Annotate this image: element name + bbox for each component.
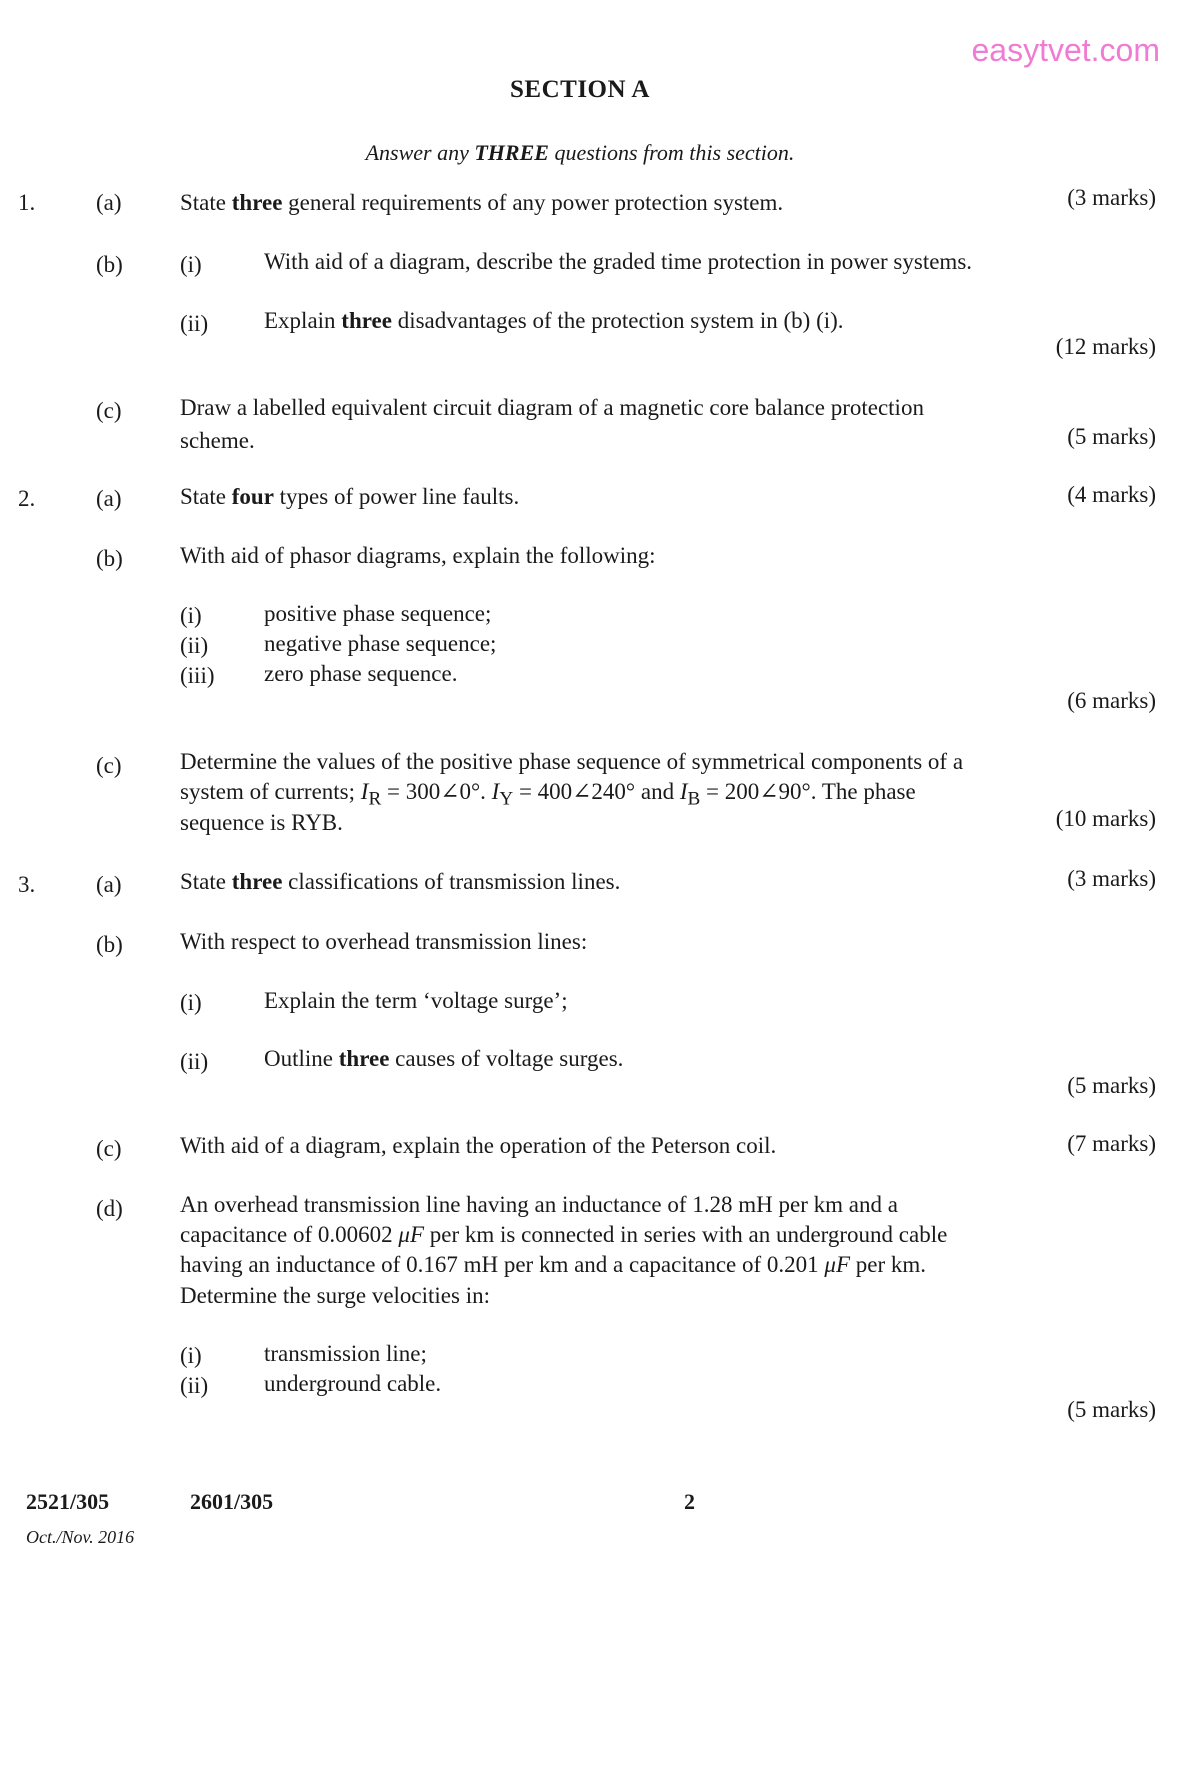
question-text: With aid of a diagram, describe the graded time protection in power systems. [264,249,973,274]
part-label: (c) [96,398,122,423]
question-text: capacitance of 0.00602 μF per km is connected in series with an underground cable [180,1222,948,1247]
marks: (10 marks) [1055,806,1156,831]
part-label: (b) [96,546,123,571]
list-item: positive phase sequence; [264,601,492,626]
list-item: transmission line; [264,1341,427,1366]
marks: (7 marks) [1067,1131,1156,1156]
marks: (5 marks) [1067,1073,1156,1098]
question-text: State three classifications of transmission lines. [180,869,621,894]
question-text: scheme. [180,428,255,453]
paper-code: 2601/305 [190,1489,274,1514]
question-number: 2. [18,486,36,511]
paper-code: 2521/305 [26,1489,110,1514]
section-title: SECTION A [510,76,650,103]
part-label: (a) [96,190,122,215]
question-text: Outline three causes of voltage surges. [264,1046,624,1071]
question-number: 3. [18,872,36,897]
marks: (3 marks) [1067,185,1156,210]
marks: (4 marks) [1067,482,1156,507]
question-text: With respect to overhead transmission lines: [180,929,588,954]
subpart-label: (ii) [180,311,209,336]
section-instructions: Answer any THREE questions from this section. [365,140,795,165]
marks: (5 marks) [1067,1397,1156,1422]
exam-date: Oct./Nov. 2016 [26,1527,135,1547]
question-text: State four types of power line faults. [180,484,520,509]
subpart-label: (ii) [180,633,209,658]
marks: (3 marks) [1067,866,1156,891]
subpart-label: (iii) [180,663,215,688]
question-text: State three general requirements of any power protection system. [180,190,784,215]
part-label: (b) [96,932,123,957]
part-label: (a) [96,872,122,897]
subpart-label: (i) [180,252,202,277]
question-text: Explain the term ‘voltage surge’; [264,988,568,1013]
list-item: negative phase sequence; [264,631,497,656]
part-label: (c) [96,1136,122,1161]
question-text: Determine the surge velocities in: [180,1283,490,1308]
question-text: system of currents; $I_R$ = 300∠0°. $I_Y$ = 400∠240° and $I_B$ = 200∠90°. The phase [180,779,916,810]
part-label: (b) [96,252,123,277]
question-text: Draw a labelled equivalent circuit diagram of a magnetic core balance protection [180,395,924,420]
question-text: sequence is RYB. [180,810,343,835]
part-label: (a) [96,486,122,511]
marks: (6 marks) [1067,688,1156,713]
page-number: 2 [684,1489,695,1514]
subpart-label: (i) [180,603,202,628]
part-label: (d) [96,1196,123,1221]
question-text: having an inductance of 0.167 mH per km and a capacitance of 0.201 μF per km. [180,1252,927,1277]
question-number: 1. [18,190,36,215]
list-item: underground cable. [264,1371,442,1396]
subpart-label: (ii) [180,1373,209,1398]
marks: (5 marks) [1067,424,1156,449]
list-item: zero phase sequence. [264,661,458,686]
question-text: With aid of a diagram, explain the operation of the Peterson coil. [180,1133,777,1158]
marks: (12 marks) [1055,334,1156,359]
subpart-label: (i) [180,990,202,1015]
part-label: (c) [96,753,122,778]
watermark: easytvet.com [971,32,1160,68]
question-text: Determine the values of the positive phase sequence of symmetrical components of a [180,749,964,774]
question-text: An overhead transmission line having an inductance of 1.28 mH per km and a [180,1192,898,1217]
question-text: With aid of phasor diagrams, explain the following: [180,543,656,568]
subpart-label: (ii) [180,1049,209,1074]
subpart-label: (i) [180,1343,202,1368]
question-text: Explain three disadvantages of the protection system in (b) (i). [264,308,844,333]
